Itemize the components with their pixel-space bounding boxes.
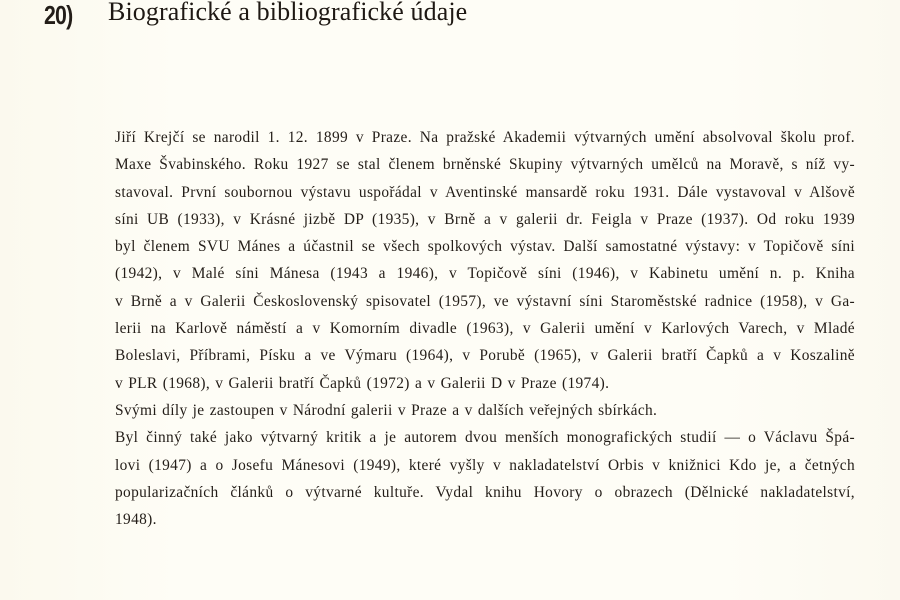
text-line: Jiří Krejčí se narodil 1. 12. 1899 v Praze. Na pražské Akademii výtvarných umění absolvoval školu prof. — [115, 129, 855, 146]
text-line: Maxe Švabinského. Roku 1927 se stal členem brněnské Skupiny výtvarných umělců na Moravě, s níž vy- — [115, 156, 855, 174]
text-line: (1942), v Malé síni Mánesa (1943 a 1946), v Topičově síni (1946), v Kabinetu umění n. p. Kniha — [115, 265, 855, 283]
text-line: popularizačních článků o výtvarné kultuře. Vydal knihu Hovory o obrazech (Dělnické nakladatelství, — [115, 483, 855, 501]
text-line: stavoval. První soubornou výstavu uspořádal v Aventinské mansardě roku 1931. Dále vystavoval v Alšově — [115, 183, 855, 201]
section-heading — [44, 0, 467, 30]
text-line: v PLR (1968), v Galerii bratří Čapků (1972) a v Galerii D v Praze (1974). — [115, 374, 610, 392]
biography-text — [115, 124, 855, 533]
section-number: 20) — [44, 0, 73, 30]
text-line: síni UB (1933), v Krásné jizbě DP (1935), v Brně a v galerii dr. Feigla v Praze (1937). Od roku 1939 — [115, 210, 855, 228]
text-line: lerii na Karlově náměstí a v Komorním divadle (1963), v Galerii umění v Karlových Varech, v Mladé — [115, 320, 855, 338]
section-title: Biografické a bibliografické údaje — [108, 0, 468, 26]
text-line: lovi (1947) a o Josefu Mánesovi (1949), které vyšly v nakladatelství Orbis v knižnici Kdo je, a četných — [115, 456, 855, 474]
text-line: Svými díly je zastoupen v Národní galerii v Praze a v dalších veřejných sbírkách. — [115, 401, 658, 419]
text-line: 1948). — [115, 511, 157, 529]
text-line: byl členem SVU Mánes a účastnil se všech spolkových výstav. Další samostatné výstavy: v Topičově síni — [115, 238, 855, 256]
text-line: Byl činný také jako výtvarný kritik a je autorem dvou menších monografických studií — o Václavu Špá- — [115, 429, 855, 447]
text-line: Boleslavi, Příbrami, Písku a ve Výmaru (1964), v Porubě (1965), v Galerii bratří Čapků a v Koszalině — [115, 347, 855, 365]
text-line: v Brně a v Galerii Československý spisovatel (1957), ve výstavní síni Staroměstské radnice (1958), v Ga- — [115, 292, 855, 310]
